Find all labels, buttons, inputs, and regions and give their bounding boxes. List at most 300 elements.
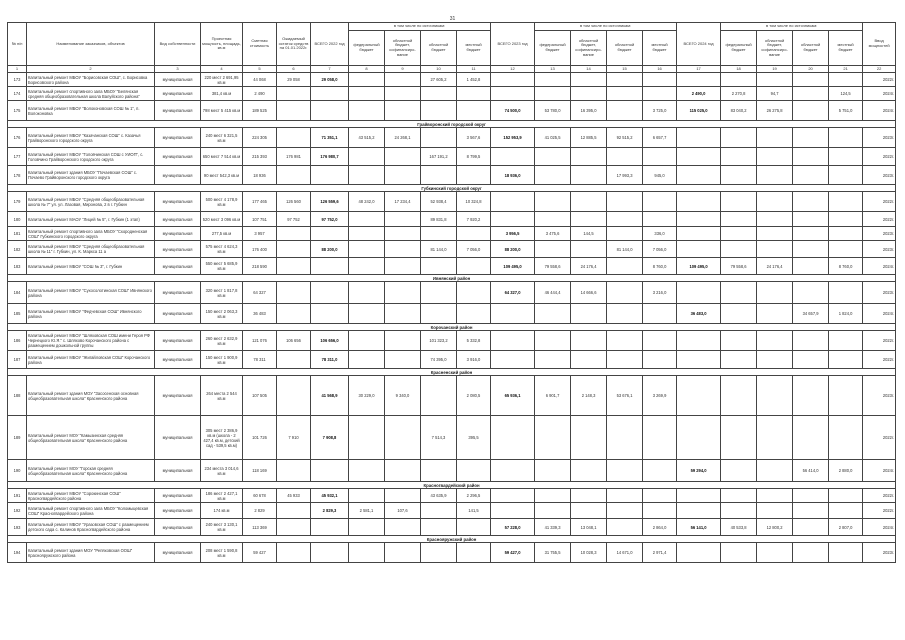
federal-2022: 30 229,0 [349,376,385,416]
column-number: 7 [311,66,349,73]
estimated-cost: 64 327 [243,282,277,304]
regional-cofin-2023 [571,241,607,258]
regional-cofin-2023: 2 148,3 [571,376,607,416]
federal-2024 [721,227,757,241]
remaining-balance [277,519,311,536]
header-remaining: Ожидаемый остаток средств на 01.01.2022г. [277,23,311,66]
region-header-row [8,275,896,282]
regional-cofin-2022: 17 234,4 [385,192,421,212]
federal-2022 [349,351,385,369]
local-2024 [829,282,863,304]
row-number: 184 [8,282,27,304]
total-2022 [311,460,349,482]
object-name: Капитальный ремонт здания МОУ "Засосенская основная общеобразовательная школа" Красненского района [27,376,155,416]
regional-2024 [793,503,829,519]
regional-2023 [607,258,643,275]
row-number: 190 [8,460,27,482]
regional-cofin-2022 [385,212,421,227]
regional-2022 [421,503,457,519]
row-number: 194 [8,543,27,563]
local-2022 [457,101,491,121]
object-name: Капитальный ремонт МБОУ "Средняя общеобразовательная школа № 7" ул. ул. Лазовая, Миронова, 2 в г. Губкин [27,192,155,212]
total-2023 [491,148,535,166]
regional-2023 [607,148,643,166]
object-name: Капитальный ремонт МБОУ "Средняя общеобразовательная школа № 11" г. Губкин, ул. К. Маркса 11 а [27,241,155,258]
regional-cofin-2023 [571,212,607,227]
regional-cofin-2024 [757,304,793,324]
commissioning-year: 2023г. [863,376,896,416]
regional-2022: 74 395,0 [421,351,457,369]
total-2024: 2 490,0 [677,87,721,101]
local-2024: 1 824,0 [829,304,863,324]
regional-cofin-2022 [385,166,421,185]
total-2023 [491,331,535,351]
table-row [8,489,896,503]
local-2022 [457,282,491,304]
header-local-2022: местный бюджет [457,31,491,66]
federal-2024 [721,212,757,227]
commissioning-year: 2023г. [863,282,896,304]
remaining-balance: 7 910 [277,416,311,460]
header-regional-co-2024: областной бюджет, софинансиро-вание [757,31,793,66]
regional-cofin-2023: 24 176,4 [571,258,607,275]
estimated-cost: 177 465 [243,192,277,212]
regional-2024 [793,241,829,258]
total-2024: 36 483,0 [677,304,721,324]
regional-cofin-2023 [571,331,607,351]
regional-2023: 92 515,2 [607,128,643,148]
total-2023 [491,192,535,212]
estimated-cost: 60 678 [243,489,277,503]
regional-2022 [421,166,457,185]
regional-2024 [793,87,829,101]
local-2024 [829,331,863,351]
local-2023: 336,0 [643,227,677,241]
federal-2024 [721,503,757,519]
federal-2024: 2 270,8 [721,87,757,101]
page-number: 31 [449,16,456,22]
total-2024 [677,282,721,304]
regional-2022 [421,87,457,101]
object-name: Капитальный ремонт МБОУ "Уразовская СОШ" с размещением детского сада с. Калинов Красногвардейского района [27,519,155,536]
total-2022: 78 311,0 [311,351,349,369]
local-2022 [457,304,491,324]
capacity: 520 мест 3 096 кв.м [201,212,243,227]
row-number: 183 [8,258,27,275]
federal-2023 [535,212,571,227]
table-body [8,73,896,563]
row-number: 189 [8,416,27,460]
column-number: 16 [643,66,677,73]
local-2023 [643,192,677,212]
remaining-balance: 176 981 [277,148,311,166]
regional-cofin-2022 [385,87,421,101]
total-2022: 126 559,6 [311,192,349,212]
regional-cofin-2024 [757,227,793,241]
regional-2023 [607,227,643,241]
estimated-cost: 176 400 [243,241,277,258]
table-row [8,258,896,275]
remaining-balance [277,460,311,482]
estimated-cost: 44 068 [243,73,277,87]
capacity: 90 мест 542,3 кв.м [201,166,243,185]
local-2023: 7 056,0 [643,241,677,258]
local-2024: 2 807,0 [829,519,863,536]
header-group-2024: в том числе по источникам: [721,23,863,31]
regional-cofin-2023: 14 666,6 [571,282,607,304]
object-name: Капитальный ремонт здания МОУ "Репяховская ООШ" Краснояружского района [27,543,155,563]
local-2022: 141,5 [457,503,491,519]
regional-2022: 7 514,3 [421,416,457,460]
estimated-cost: 107 505 [243,376,277,416]
total-2023: 57 228,0 [491,519,535,536]
row-number: 174 [8,87,27,101]
column-number: 19 [757,66,793,73]
regional-cofin-2024 [757,503,793,519]
capacity: 240 мест 3 130,1 кв.м [201,519,243,536]
federal-2022 [349,148,385,166]
total-2024: 115 025,0 [677,101,721,121]
regional-cofin-2024 [757,192,793,212]
regional-2022: 89 831,8 [421,212,457,227]
federal-2023: 3 475,6 [535,227,571,241]
federal-2022: 48 242,0 [349,192,385,212]
federal-2023 [535,73,571,87]
regional-cofin-2024 [757,128,793,148]
ownership: муниципальная [155,258,201,275]
column-number: 11 [457,66,491,73]
total-2023: 65 936,1 [491,376,535,416]
federal-2022 [349,543,385,563]
regional-2022 [421,101,457,121]
total-2024 [677,227,721,241]
regional-cofin-2022 [385,416,421,460]
federal-2024 [721,416,757,460]
federal-2022 [349,258,385,275]
local-2022: 3 567,6 [457,128,491,148]
regional-cofin-2024: 12 800,2 [757,519,793,536]
capacity: 381,4 кв.м [201,87,243,101]
estimated-cost: 101 726 [243,416,277,460]
federal-2022 [349,460,385,482]
local-2022 [457,166,491,185]
total-2022: 88 200,0 [311,241,349,258]
regional-2023: 53 676,1 [607,376,643,416]
estimated-cost: 121 076 [243,331,277,351]
column-number: 18 [721,66,757,73]
capacity: 260 мест 2 632,9 кв.м [201,331,243,351]
regional-cofin-2022 [385,519,421,536]
federal-2024 [721,192,757,212]
header-name: Наименование заказчиков, объектов [27,23,155,66]
total-2022 [311,227,349,241]
local-2024 [829,351,863,369]
local-2024: 8 760,0 [829,258,863,275]
local-2023 [643,212,677,227]
regional-2024 [793,101,829,121]
commissioning-year: 2022г. [863,331,896,351]
local-2023 [643,304,677,324]
row-number: 187 [8,351,27,369]
federal-2024 [721,73,757,87]
local-2022: 3 916,0 [457,351,491,369]
table-row [8,212,896,227]
local-2024 [829,128,863,148]
federal-2023 [535,148,571,166]
capacity: 174 кв.м [201,503,243,519]
table-row [8,304,896,324]
federal-2022 [349,489,385,503]
regional-2024 [793,416,829,460]
federal-2024 [721,304,757,324]
federal-2024 [721,543,757,563]
total-2023: 109 495,0 [491,258,535,275]
commissioning-year: 2022г. [863,73,896,87]
commissioning-year: 2024г. [863,258,896,275]
column-number: 14 [571,66,607,73]
total-2024 [677,331,721,351]
regional-cofin-2024 [757,416,793,460]
federal-2023: 41 025,5 [535,128,571,148]
federal-2022 [349,282,385,304]
capacity: 305 мест 2 386,9 кв.м (школа - 2 427,4 кв.м, детский сад - 539,5 кв.м) [201,416,243,460]
column-number: 2 [27,66,155,73]
table-row [8,166,896,185]
object-name: Капитальный ремонт МБОУ "Казачанская СОШ" с. Казачья Грайворонского городского округа [27,128,155,148]
capacity: 150 мест 2 063,3 кв.м [201,304,243,324]
regional-cofin-2023 [571,192,607,212]
regional-2022 [421,282,457,304]
row-number: 175 [8,101,27,121]
total-2022 [311,282,349,304]
remaining-balance: 97 752 [277,212,311,227]
total-2023: 3 956,5 [491,227,535,241]
commissioning-year: 2024г. [863,460,896,482]
total-2023 [491,416,535,460]
regional-2023 [607,73,643,87]
regional-cofin-2024 [757,460,793,482]
object-name: Капитальный ремонт МБОУ "СОШ № 3", г. Губкин [27,258,155,275]
total-2024 [677,416,721,460]
header-regional-2022: областной бюджет [421,31,457,66]
total-2023 [491,351,535,369]
commissioning-year: 2024г. [863,304,896,324]
regional-cofin-2024: 94,7 [757,87,793,101]
header-no: № п/п [8,23,27,66]
object-name: Капитальный ремонт здания МБОУ "Почаевская СОШ" с. Почаево Грайворонского городского округа [27,166,155,185]
estimated-cost: 224 305 [243,128,277,148]
row-number: 193 [8,519,27,536]
header-local-2023: местный бюджет [643,31,677,66]
federal-2024 [721,128,757,148]
regional-2023 [607,460,643,482]
regional-2024 [793,128,829,148]
table-row [8,227,896,241]
local-2023: 945,0 [643,166,677,185]
region-name: Красногвардейский район [8,482,896,489]
remaining-balance [277,282,311,304]
remaining-balance: 29 058 [277,73,311,87]
regional-cofin-2024 [757,543,793,563]
regional-cofin-2024 [757,166,793,185]
estimated-cost: 78 311 [243,351,277,369]
federal-2022: 2 581,1 [349,503,385,519]
column-number: 1 [8,66,27,73]
regional-cofin-2023: 12 885,5 [571,128,607,148]
commissioning-year: 2024г. [863,87,896,101]
local-2023 [643,87,677,101]
column-number: 13 [535,66,571,73]
local-2023 [643,331,677,351]
table-row [8,282,896,304]
total-2023 [491,87,535,101]
federal-2022 [349,166,385,185]
total-2023: 74 500,0 [491,101,535,121]
federal-2023 [535,241,571,258]
row-number: 185 [8,304,27,324]
local-2024 [829,416,863,460]
regional-2023 [607,87,643,101]
federal-2022: 43 515,2 [349,128,385,148]
regional-cofin-2024 [757,351,793,369]
header-regional-2023: областной бюджет [607,31,643,66]
column-number: 20 [793,66,829,73]
local-2023 [643,503,677,519]
local-2023: 3 269,9 [643,376,677,416]
commissioning-year: 2023г. [863,241,896,258]
header-federal-2022: федеральный бюджет [349,31,385,66]
remaining-balance [277,351,311,369]
local-2022 [457,543,491,563]
total-2024 [677,148,721,166]
regional-cofin-2022 [385,227,421,241]
object-name: Капитальный ремонт МБОУ "Шляховская СОШ имени Героя РФ Чернецкого Ю.Я." с. Шляхово Корочанского района с размещением дошкольной группы [27,331,155,351]
capacity: 320 мест 1 817,8 кв.м [201,282,243,304]
local-2022: 7 920,2 [457,212,491,227]
remaining-balance [277,258,311,275]
federal-2022 [349,227,385,241]
local-2024 [829,73,863,87]
estimated-cost: 118 169 [243,460,277,482]
ownership: муниципальная [155,489,201,503]
commissioning-year: 2022г. [863,489,896,503]
table-row [8,73,896,87]
regional-2023 [607,351,643,369]
local-2024 [829,241,863,258]
local-2022 [457,258,491,275]
total-2024 [677,543,721,563]
regional-cofin-2023 [571,460,607,482]
regional-2024 [793,331,829,351]
local-2023: 2 864,0 [643,519,677,536]
table-row [8,128,896,148]
table-row [8,351,896,369]
remaining-balance: 45 933 [277,489,311,503]
regional-cofin-2024: 24 176,4 [757,258,793,275]
local-2023 [643,73,677,87]
ownership: муниципальная [155,148,201,166]
commissioning-year: 2024г. [863,519,896,536]
regional-cofin-2024: 26 275,8 [757,101,793,121]
regional-2022 [421,258,457,275]
remaining-balance [277,304,311,324]
regional-2023 [607,503,643,519]
local-2022: 10 324,8 [457,192,491,212]
local-2024 [829,376,863,416]
total-2022 [311,258,349,275]
row-number: 173 [8,73,27,87]
region-header-row [8,369,896,376]
regional-2023: 81 144,0 [607,241,643,258]
table-row [8,241,896,258]
local-2024 [829,192,863,212]
regional-cofin-2023 [571,73,607,87]
regional-2024 [793,282,829,304]
regional-2024 [793,212,829,227]
regional-2022: 81 144,0 [421,241,457,258]
federal-2024: 83 040,2 [721,101,757,121]
region-name: Краснояружский район [8,536,896,543]
remaining-balance [277,227,311,241]
column-number: 10 [421,66,457,73]
ownership: муниципальная [155,503,201,519]
column-number: 17 [677,66,721,73]
total-2023 [491,304,535,324]
local-2022: 8 799,5 [457,148,491,166]
remaining-balance [277,241,311,258]
regional-2024 [793,148,829,166]
object-name: Капитальный ремонт МБОУ "Борисовская СОШ", с. Борисовка Борисовского района [27,73,155,87]
header-ownership: Вид собственности [155,23,201,66]
estimated-cost: 2 829 [243,503,277,519]
regional-cofin-2022: 9 340,0 [385,376,421,416]
table-row [8,460,896,482]
regional-2024 [793,376,829,416]
total-2023 [491,489,535,503]
regional-2024 [793,73,829,87]
row-number: 191 [8,489,27,503]
total-2022: 176 980,7 [311,148,349,166]
region-name: Красненский район [8,369,896,376]
regional-cofin-2023: 16 395,0 [571,101,607,121]
header-regional-co-2022: областной бюджет, софинансиро-вание [385,31,421,66]
regional-cofin-2024 [757,148,793,166]
local-2023 [643,460,677,482]
ownership: муниципальная [155,460,201,482]
object-name: Капитальный ремонт МБОУ "Сухосолотинская СОШ" Ивнянского района [27,282,155,304]
regional-cofin-2022 [385,282,421,304]
regional-cofin-2022 [385,460,421,482]
federal-2023: 46 444,4 [535,282,571,304]
total-2022: 41 568,9 [311,376,349,416]
local-2024 [829,489,863,503]
estimated-cost: 189 525 [243,101,277,121]
regional-cofin-2024 [757,376,793,416]
total-2023 [491,460,535,482]
total-2023 [491,503,535,519]
federal-2024 [721,376,757,416]
total-2024 [677,212,721,227]
object-name: Капитальный ремонт МОУ "Горская средняя общеобразовательная школа" Красненского района [27,460,155,482]
ownership: муниципальная [155,227,201,241]
federal-2024 [721,460,757,482]
row-number: 182 [8,241,27,258]
federal-2023 [535,460,571,482]
federal-2022 [349,101,385,121]
regional-2022 [421,376,457,416]
regional-2023 [607,489,643,503]
capacity: 575 мест 4 624,3 кв.м [201,241,243,258]
